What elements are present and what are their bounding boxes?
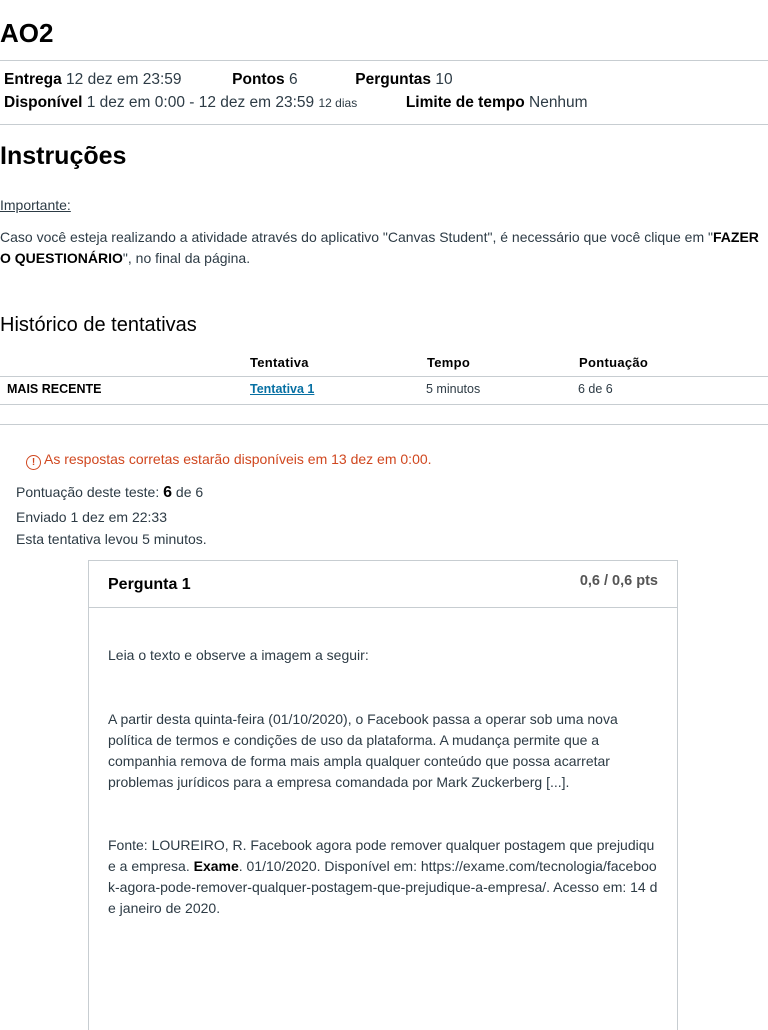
instructions-text-part2: ", no final da página.: [122, 250, 251, 266]
attempt-time: 5 minutos: [426, 382, 481, 396]
divider: [0, 124, 768, 125]
divider: [0, 424, 768, 425]
submitted-time: Enviado 1 dez em 22:33: [16, 509, 167, 525]
attempt-duration: Esta tentativa levou 5 minutos.: [16, 531, 207, 547]
importante-label: Importante:: [0, 197, 71, 213]
score-suffix: de 6: [175, 484, 204, 500]
col-header-tentativa: Tentativa: [250, 355, 309, 370]
question-card: [88, 560, 678, 1030]
col-header-tempo: Tempo: [427, 355, 471, 370]
table-divider: [0, 376, 768, 377]
disponivel-label: Disponível: [4, 94, 83, 111]
source-bold: Exame: [193, 858, 239, 874]
score-prefix: Pontuação deste teste:: [16, 484, 160, 500]
instructions-text: [0, 227, 766, 269]
question-paragraph-1: Leia o texto e observe a imagem a seguir:: [108, 647, 369, 663]
limite-value: Nenhum: [529, 94, 588, 111]
col-header-pontuacao: Pontuação: [579, 355, 649, 370]
entrega-label: Entrega: [4, 71, 62, 88]
attempt-link[interactable]: Tentativa 1: [250, 382, 315, 396]
instructions-heading: Instruções: [0, 142, 127, 170]
row-label-recent: MAIS RECENTE: [7, 382, 102, 396]
perguntas-label: Perguntas: [355, 71, 432, 88]
source-part1: Fonte: LOUREIRO, R. Facebook agora pode remover qualquer postagem que prejudique a empresa.: [108, 837, 655, 874]
source-part2: . 01/10/2020. Disponível em: https://exame.com/tecnologia/facebook-agora-pode-remover-qualquer-postagem-que-prejudique-a-empresa/. Acesso em: 14 de janeiro de 2020.: [108, 858, 658, 916]
disponivel-days: 12 dias: [318, 96, 358, 110]
history-heading: Histórico de tentativas: [0, 314, 197, 336]
correct-answers-warning: [26, 451, 432, 470]
quiz-meta-row-2: [4, 94, 588, 112]
question-points: 0,6 / 0,6 pts: [579, 573, 658, 589]
instructions-text-part1: Caso você esteja realizando a atividade através do aplicativo "Canvas Student", é necessário que você clique em ": [0, 229, 713, 245]
exclamation-circle-icon: !: [26, 455, 41, 470]
quiz-score: [16, 484, 203, 502]
pontos-value: 6: [288, 71, 298, 88]
entrega-value: 12 dez em 23:59: [66, 71, 182, 88]
attempt-score: 6 de 6: [578, 382, 613, 396]
question-title: Pergunta 1: [108, 576, 191, 593]
limite-label: Limite de tempo: [405, 94, 525, 111]
question-header: [89, 561, 677, 608]
page-title: AO2: [0, 18, 54, 48]
question-source: [108, 835, 658, 919]
perguntas-value: 10: [435, 71, 453, 88]
pontos-label: Pontos: [232, 71, 285, 88]
question-paragraph-2: A partir desta quinta-feira (01/10/2020), o Facebook passa a operar sob uma nova política de termos e condições de uso da plataforma. A mudança permite que a companhia remova de forma mais ampla qualquer conteúdo que possa acarretar problemas jurídicos para a empresa comandada por Mark Zuckerberg [...].: [108, 711, 618, 790]
disponivel-value: 1 dez em 0:00 - 12 dez em 23:59: [86, 94, 315, 111]
table-divider: [0, 404, 768, 405]
instructions-text-bold: FAZER O QUESTIONÁRIO: [0, 229, 759, 266]
warning-text: As respostas corretas estarão disponíveis em 13 dez em 0:00.: [44, 451, 432, 467]
score-value: 6: [163, 484, 173, 501]
divider: [0, 60, 768, 61]
quiz-meta-row-1: [4, 71, 453, 89]
